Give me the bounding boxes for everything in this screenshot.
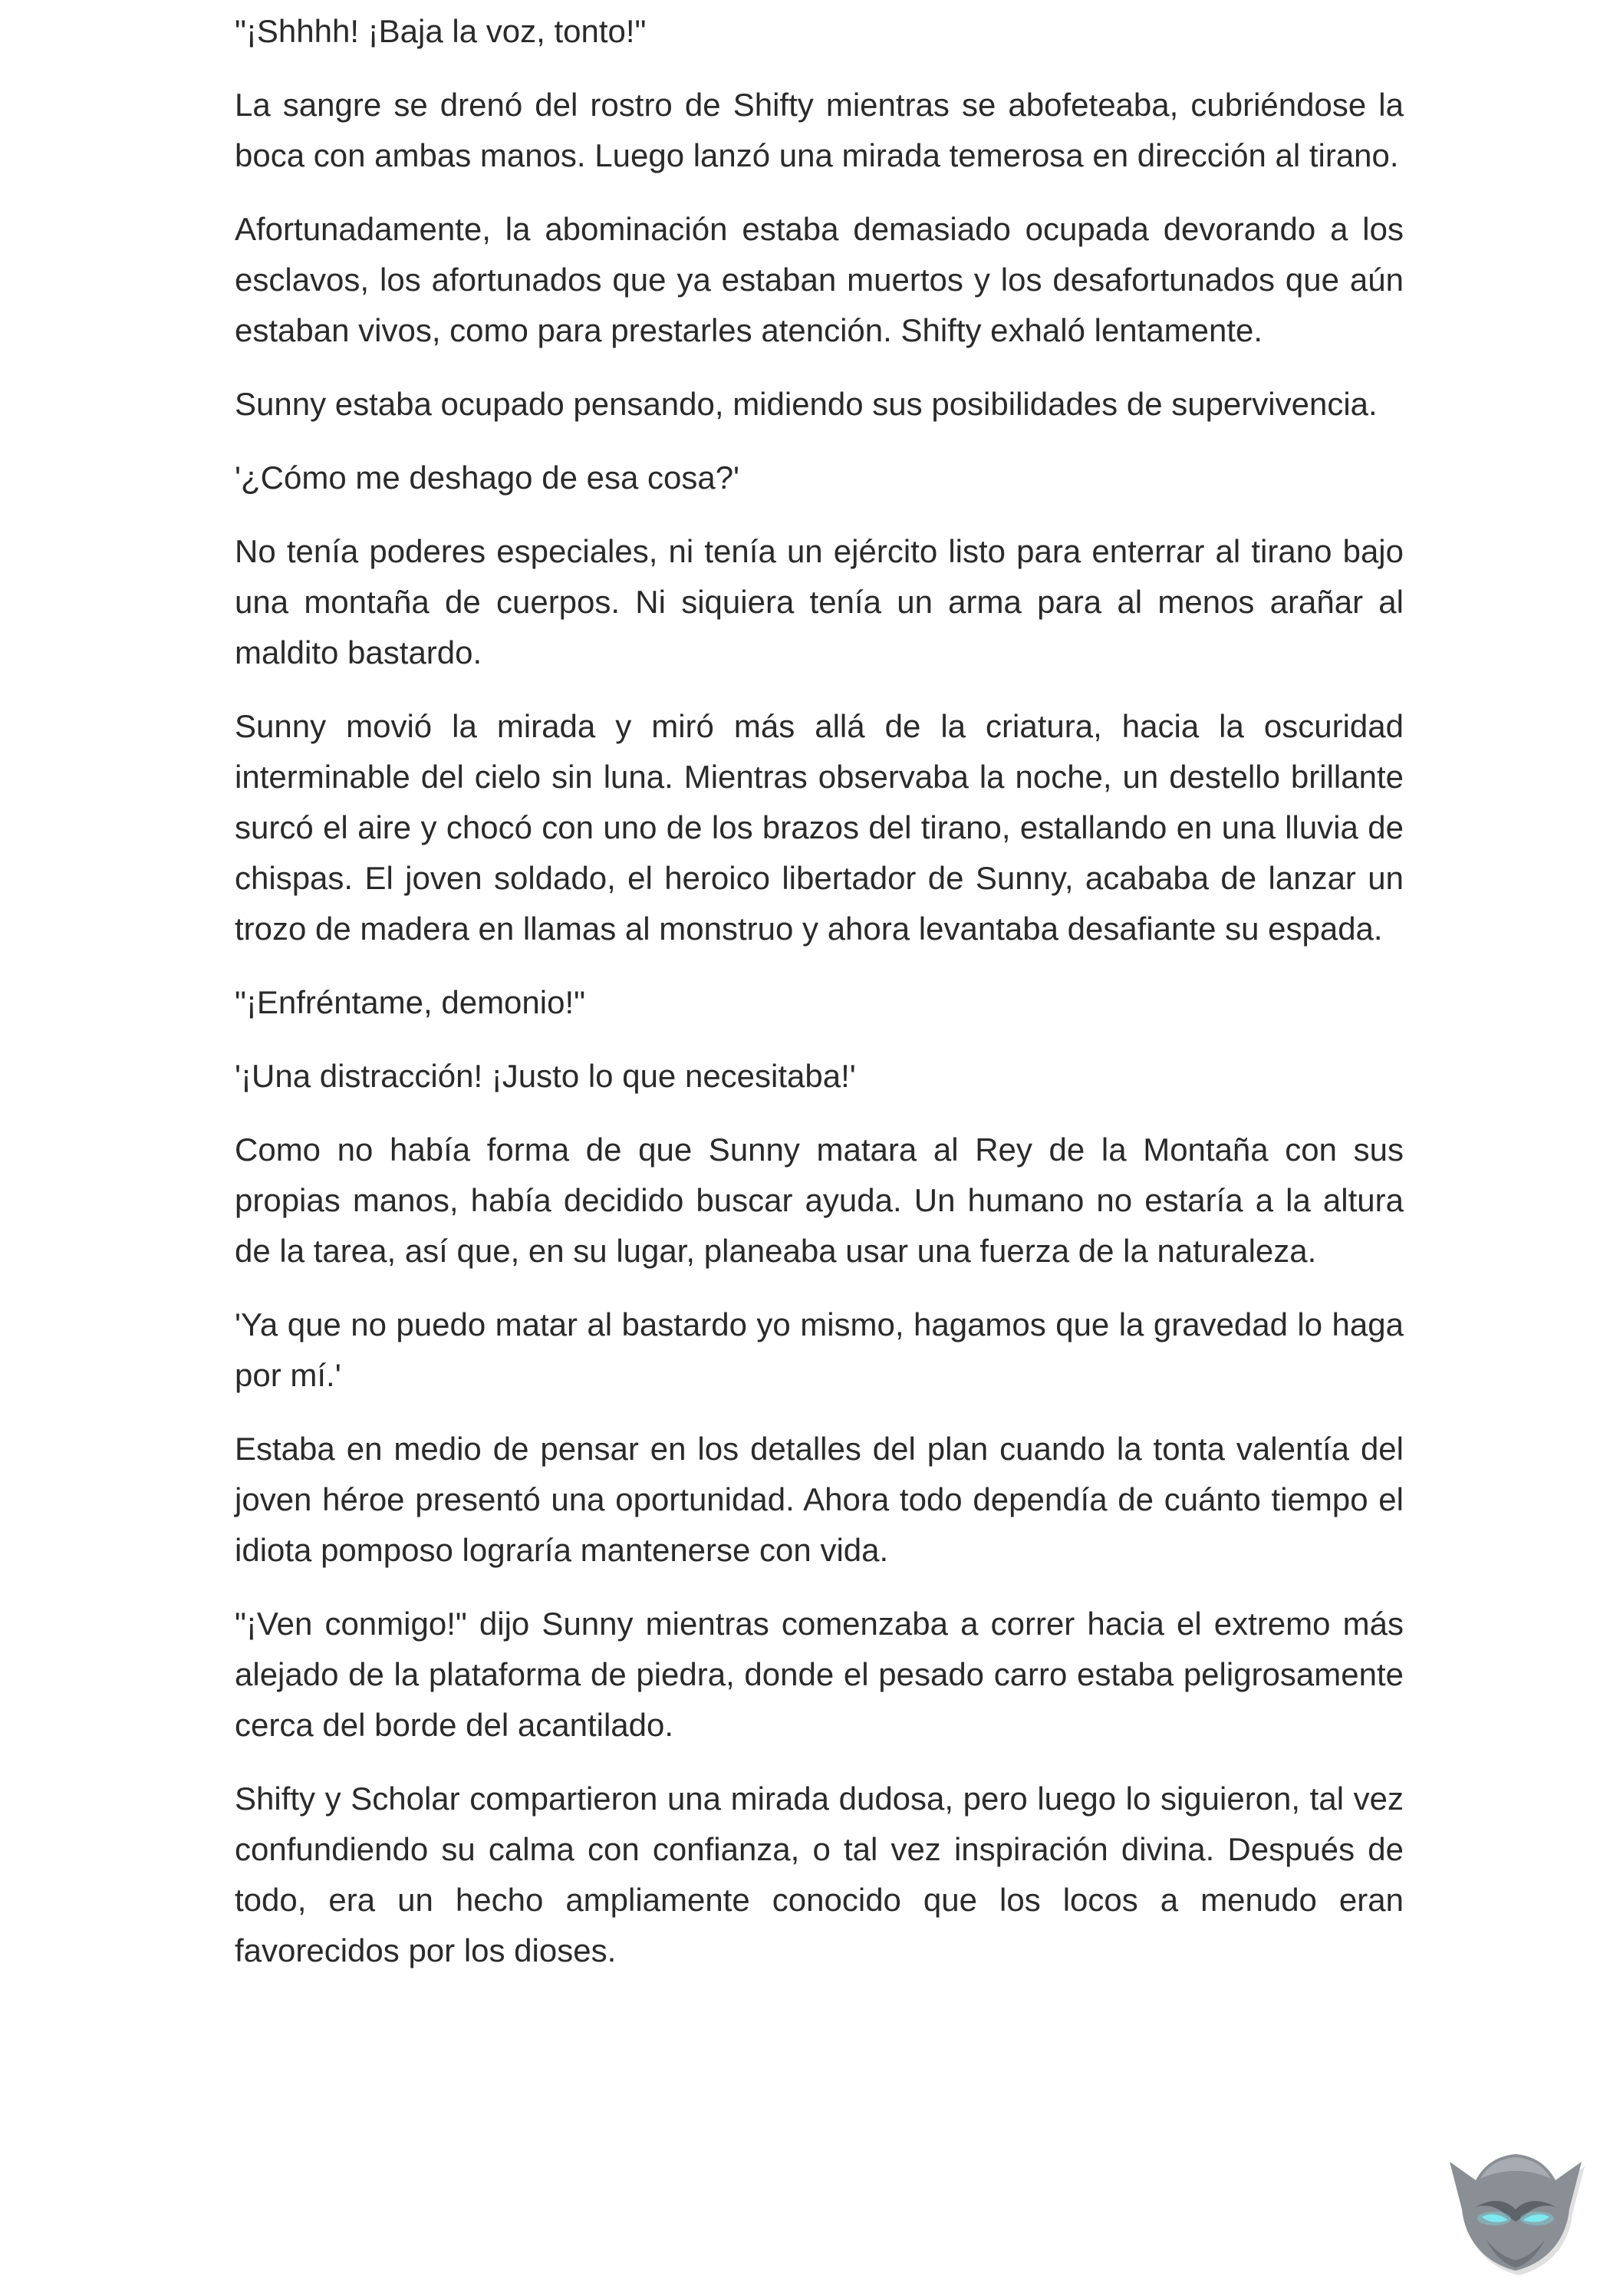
paragraph-3: Afortunadamente, la abominación estaba demasiado ocupada devorando a los esclavos, los afortunados que ya estaban muertos y los desafortunados que aún estaban vivos, como para prestarles atención. Shifty exhaló lentamente. — [235, 211, 1404, 348]
paragraph-6: No tenía poderes especiales, ni tenía un ejército listo para enterrar al tirano bajo una montaña de cuerpos. Ni siquiera tenía un arma para al menos arañar al maldito bastardo. — [235, 533, 1404, 670]
paragraph-10: Como no había forma de que Sunny matara al Rey de la Montaña con sus propias manos, había decidido buscar ayuda. Un humano no estaría a la altura de la tarea, así que, en su lugar, planeaba usar una fuerza de la naturaleza. — [235, 1132, 1404, 1269]
paragraph-7: Sunny movió la mirada y miró más allá de la criatura, hacia la oscuridad interminable del cielo sin luna. Mientras observaba la noche, un destello brillante surcó el aire y chocó con uno de los brazos del tirano, estallando en una lluvia de chispas. El joven soldado, el heroico libertador de Sunny, acababa de lanzar un trozo de madera en llamas al monstruo y ahora levantaba desafiante su espada. — [235, 708, 1404, 947]
paragraph-13: "¡Ven conmigo!" dijo Sunny mientras comenzaba a correr hacia el extremo más alejado de la plataforma de piedra, donde el pesado carro estaba peligrosamente cerca del borde del acantilado. — [235, 1606, 1404, 1743]
document-body — [235, 6, 1404, 1999]
paragraph-4: Sunny estaba ocupado pensando, midiendo sus posibilidades de supervivencia. — [235, 386, 1378, 422]
paragraph-14: Shifty y Scholar compartieron una mirada dudosa, pero luego lo siguieron, tal vez confundiendo su calma con confianza, o tal vez inspiración divina. Después de todo, era un hecho ampliamente conocido que los locos a menudo eran favorecidos por los dioses. — [235, 1780, 1404, 1968]
paragraph-2: La sangre se drenó del rostro de Shifty mientras se abofeteaba, cubriéndose la boca con ambas manos. Luego lanzó una mirada temerosa en dirección al tirano. — [235, 87, 1404, 173]
paragraph-12: Estaba en medio de pensar en los detalles del plan cuando la tonta valentía del joven héroe presentó una oportunidad. Ahora todo dependía de cuánto tiempo el idiota pomposo lograría mantenerse con vida. — [235, 1431, 1404, 1568]
paragraph-8: "¡Enfréntame, demonio!" — [235, 984, 586, 1020]
paragraph-1: "¡Shhhh! ¡Baja la voz, tonto!" — [235, 13, 647, 49]
demon-head-logo-icon — [1439, 2117, 1592, 2278]
paragraph-11: 'Ya que no puedo matar al bastardo yo mismo, hagamos que la gravedad lo haga por mí.' — [235, 1306, 1404, 1393]
paragraph-9: '¡Una distracción! ¡Justo lo que necesitaba!' — [235, 1058, 856, 1094]
paragraph-5: '¿Cómo me deshago de esa cosa?' — [235, 460, 740, 496]
